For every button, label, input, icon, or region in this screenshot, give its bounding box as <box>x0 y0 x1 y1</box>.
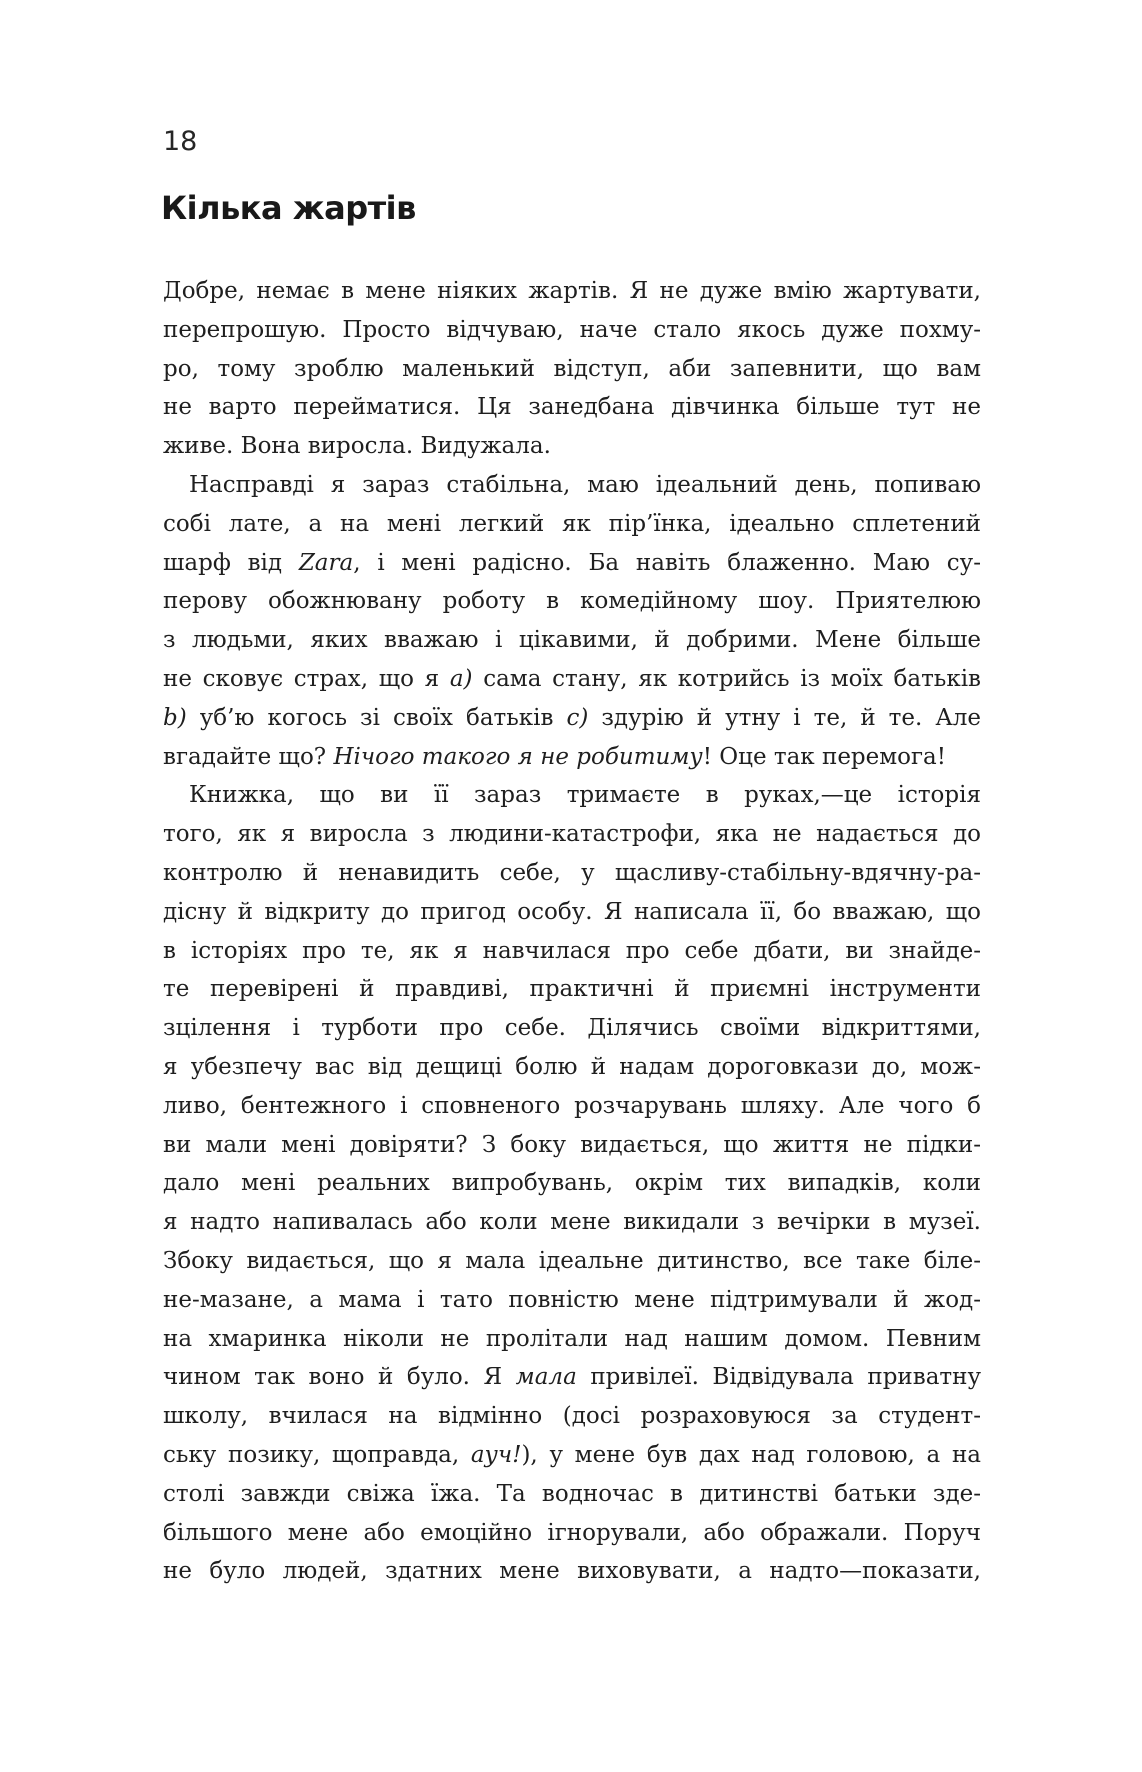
text-line <box>163 1203 981 1242</box>
text-run: з людьми, яких вважаю і цікавими, й добрими. Мене більше <box>163 627 981 654</box>
italic-run: Zara <box>298 549 354 576</box>
text-run: сама стану, як котрийсь із моїх батьків <box>472 665 981 692</box>
text-line <box>163 311 981 350</box>
text-run: більшого мене або емоційно ігнорували, або ображали. Поруч <box>163 1519 981 1546</box>
text-run: те перевірені й правдиві, практичні й приємні інструменти <box>163 976 981 1003</box>
text-run: чином так воно й було. Я <box>163 1364 516 1391</box>
text-line <box>163 1009 981 1048</box>
text-line <box>163 350 981 389</box>
text-line <box>163 272 981 311</box>
chapter-heading: Кілька жартів <box>161 189 416 227</box>
text-run: школу, вчилася на відмінно (досі розраховуюся за студент- <box>163 1403 981 1430</box>
text-run: перепрошую. Просто відчуваю, наче стало якось дуже похму- <box>163 316 981 343</box>
text-run: уб’ю когось зі своїх батьків <box>186 704 567 731</box>
text-run: Насправді я зараз стабільна, маю ідеальний день, попиваю <box>189 471 981 498</box>
italic-run: мала <box>515 1364 577 1391</box>
italic-run: ауч! <box>470 1441 522 1468</box>
text-run: не варто перейматися. Ця занедбана дівчинка більше тут не <box>163 394 981 421</box>
page-number: 18 <box>163 126 198 157</box>
text-line <box>163 1552 981 1591</box>
italic-run: c) <box>566 704 589 731</box>
text-run: собі лате, а на мені легкий як пір’їнка, ідеально сплетений <box>163 510 981 537</box>
text-run: Книжка, що ви її зараз тримаєте в руках,—це історія <box>189 782 981 809</box>
text-line <box>163 1048 981 1087</box>
text-run: Збоку видається, що я мала ідеальне дитинство, все таке біле- <box>163 1247 981 1274</box>
text-line <box>163 1242 981 1281</box>
text-line <box>163 1164 981 1203</box>
text-run: дало мені реальних випробувань, окрім тих випадків, коли <box>163 1170 981 1197</box>
text-line <box>163 1514 981 1553</box>
italic-run: Нічого такого я не робитиму <box>333 743 703 770</box>
text-run: того, як я виросла з людини-катастрофи, яка не надається до <box>163 821 981 848</box>
text-line <box>163 1397 981 1436</box>
text-line <box>163 660 981 699</box>
text-run: живе. Вона виросла. Видужала. <box>163 433 551 460</box>
text-line <box>163 1087 981 1126</box>
text-line <box>163 738 981 777</box>
text-line <box>163 1281 981 1320</box>
text-line <box>163 544 981 583</box>
text-line <box>163 505 981 544</box>
text-line <box>163 582 981 621</box>
text-line <box>163 699 981 738</box>
text-run: столі завжди свіжа їжа. Та водночас в дитинстві батьки зде- <box>163 1480 981 1507</box>
text-run: привілеї. Відвідувала приватну <box>576 1364 981 1391</box>
text-run: ! Оце так перемога! <box>702 743 947 770</box>
text-run: не було людей, здатних мене виховувати, а надто—показати, <box>163 1558 981 1585</box>
text-run: ), у мене був дах над головою, а на <box>521 1441 981 1468</box>
body-text <box>163 272 981 1591</box>
text-run: на хмаринка ніколи не пролітали над нашим домом. Певним <box>163 1325 981 1352</box>
text-run: я надто напивалась або коли мене викидали з вечірки в музеї. <box>163 1209 981 1236</box>
text-line <box>163 815 981 854</box>
text-run: шарф від <box>163 549 299 576</box>
text-run: не-мазане, а мама і тато повністю мене підтримували й жод- <box>163 1286 981 1313</box>
text-run: ро, тому зроблю маленький відступ, аби запевнити, що вам <box>163 355 981 382</box>
text-line <box>163 932 981 971</box>
text-line <box>163 1126 981 1165</box>
text-line <box>163 1475 981 1514</box>
text-run: здурію й утну і те, й те. Але <box>588 704 981 731</box>
text-line <box>163 970 981 1009</box>
italic-run: b) <box>163 704 187 731</box>
text-line <box>163 427 981 466</box>
text-line <box>163 776 981 815</box>
text-run: ську позику, щоправда, <box>163 1441 471 1468</box>
text-run: вгадайте що? <box>163 743 334 770</box>
italic-run: a) <box>449 665 473 692</box>
text-line <box>163 388 981 427</box>
text-run: зцілення і турботи про себе. Ділячись своїми відкриттями, <box>163 1015 981 1042</box>
text-run: ви мали мені довіряти? З боку видається, що життя не підки- <box>163 1131 981 1158</box>
text-run: Добре, немає в мене ніяких жартів. Я не дуже вмію жартувати, <box>163 278 981 304</box>
text-run: не сковує страх, що я <box>163 665 450 692</box>
text-line <box>163 1436 981 1475</box>
text-run: в історіях про те, як я навчилася про себе дбати, ви знайде- <box>163 937 981 964</box>
text-run: перову обожнювану роботу в комедійному шоу. Приятелюю <box>163 588 981 615</box>
text-line <box>163 466 981 505</box>
text-line <box>163 1320 981 1359</box>
text-run: дісну й відкриту до пригод особу. Я написала її, бо вважаю, що <box>163 898 981 925</box>
text-line <box>163 1358 981 1397</box>
text-line <box>163 854 981 893</box>
text-run: , і мені радісно. Ба навіть блаженно. Маю су- <box>353 549 981 576</box>
text-run: я убезпечу вас від дещиці болю й надам дороговкази до, мож- <box>163 1053 981 1080</box>
text-line <box>163 621 981 660</box>
text-line <box>163 893 981 932</box>
text-run: контролю й ненавидить себе, у щасливу-стабільну-вдячну-ра- <box>163 859 981 886</box>
text-run: ливо, бентежного і сповненого розчарувань шляху. Але чого б <box>163 1092 981 1119</box>
